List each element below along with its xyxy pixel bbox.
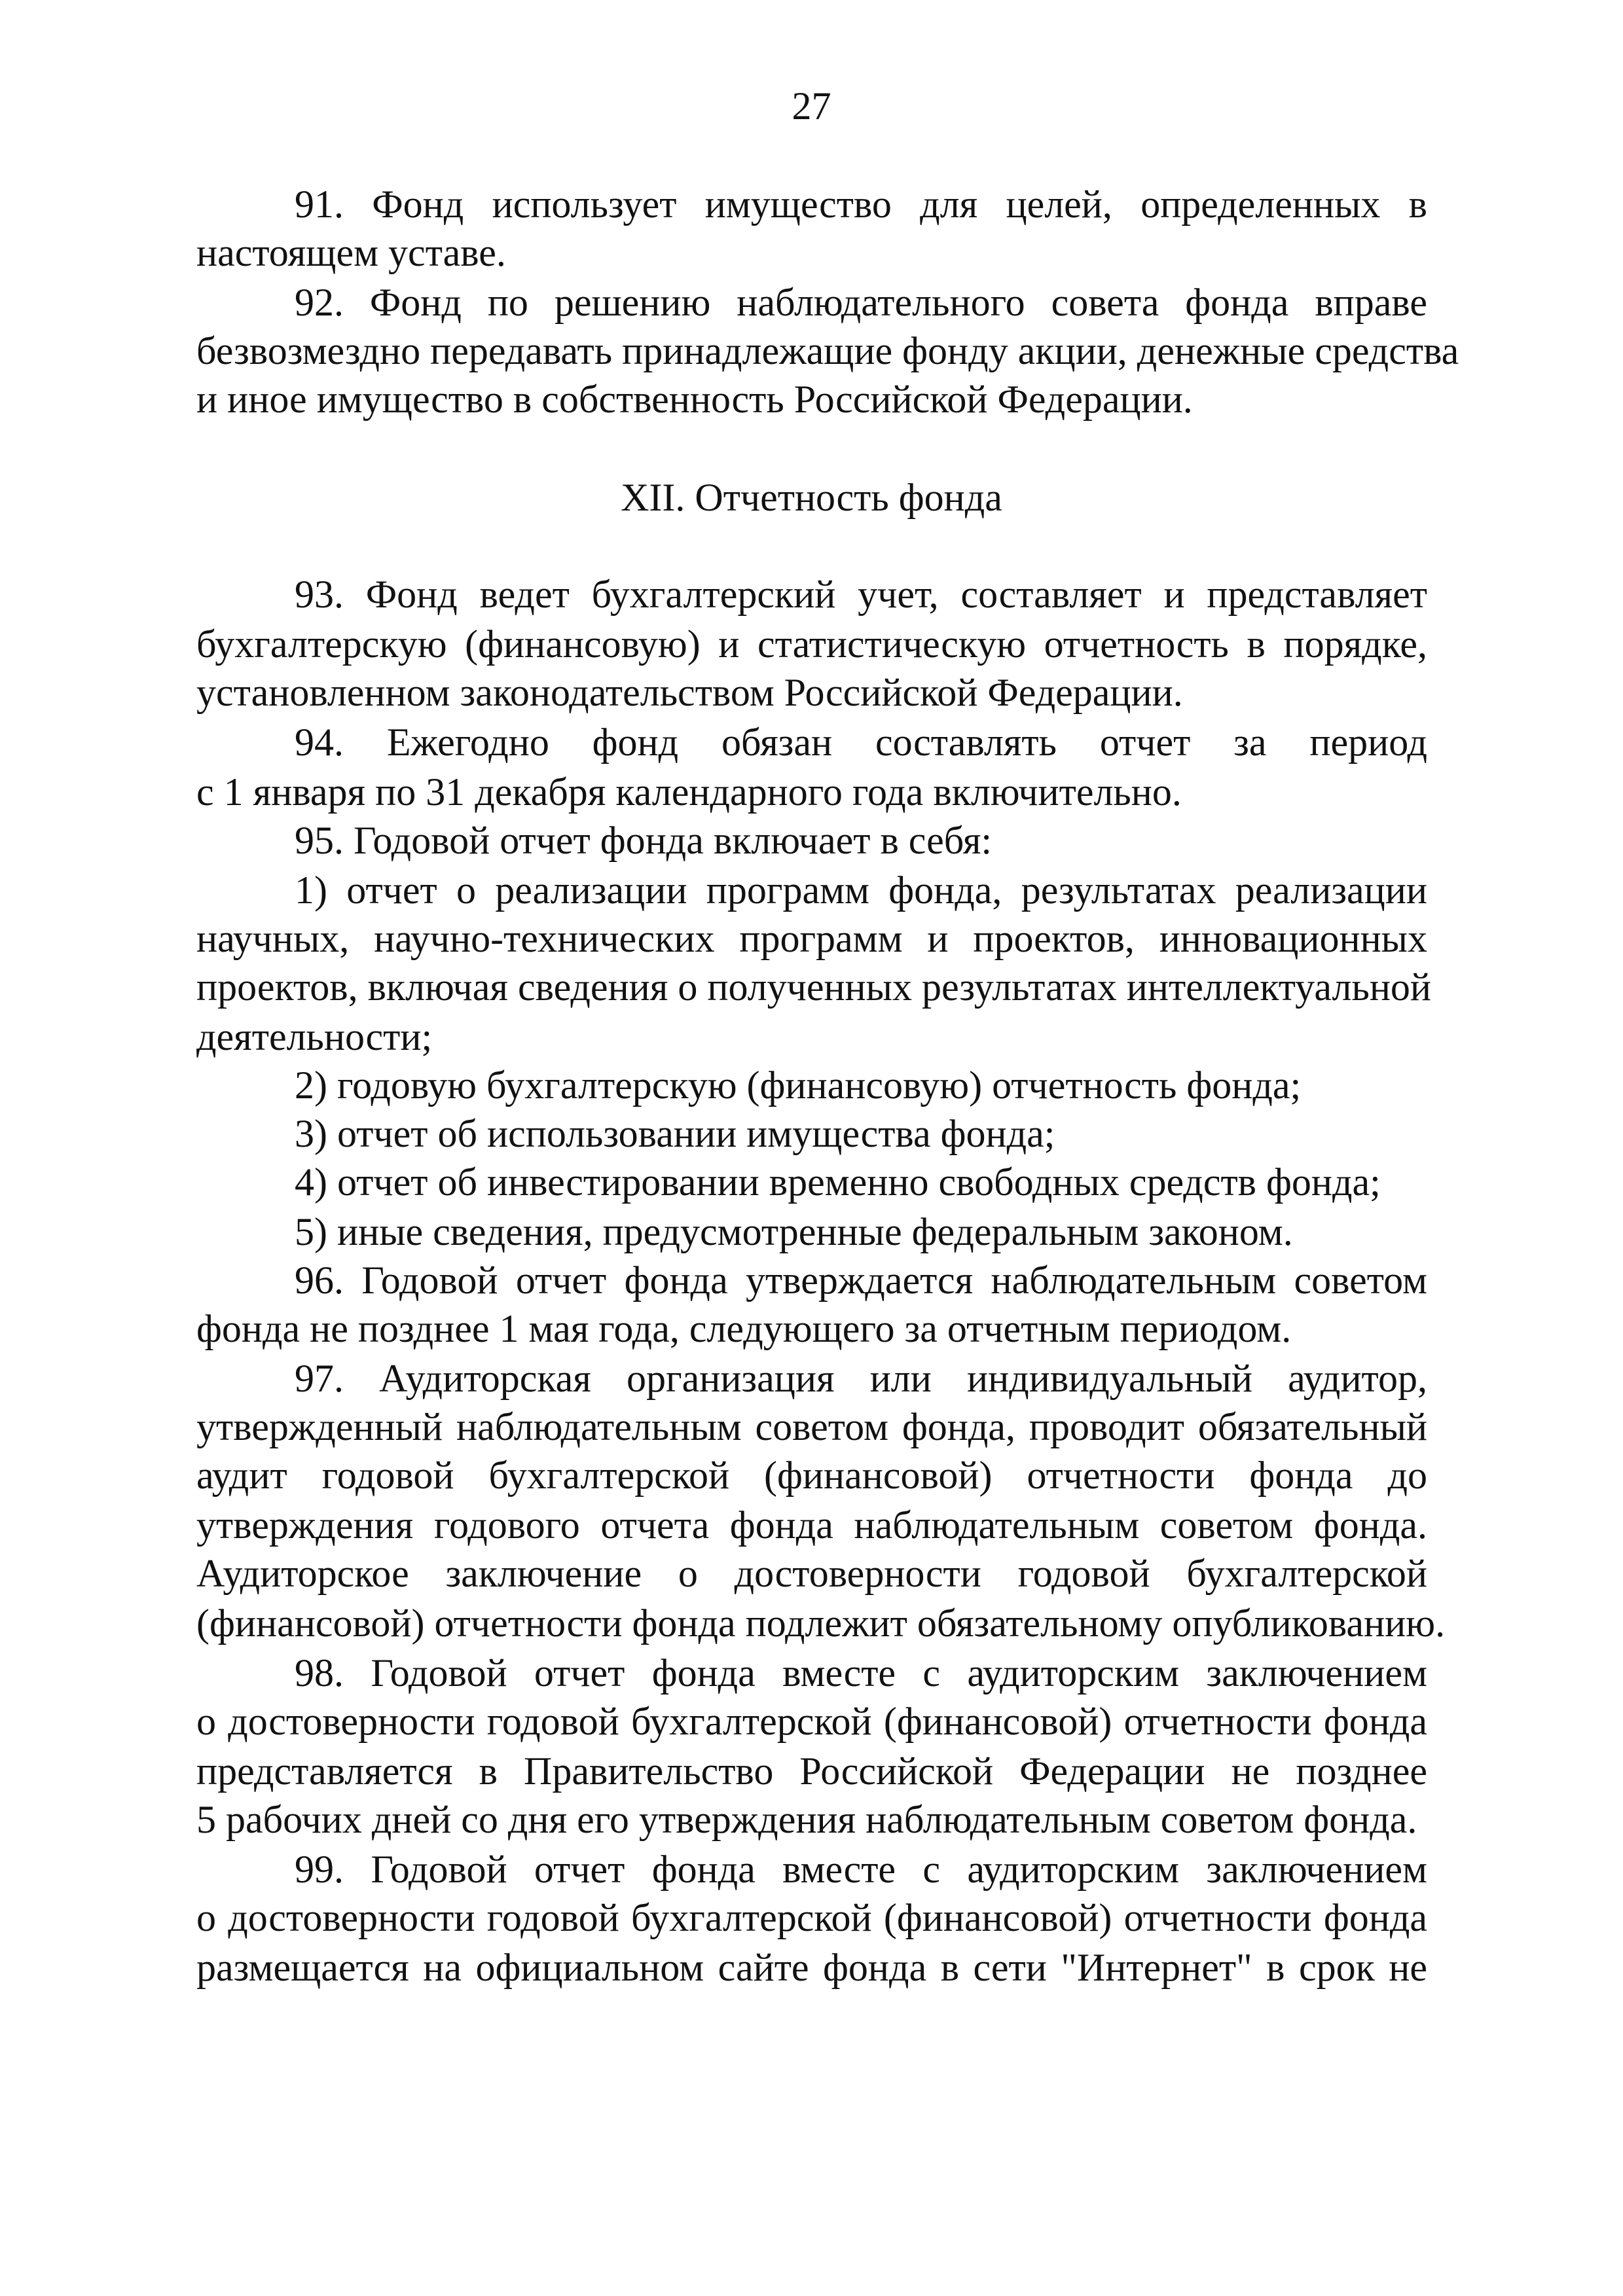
paragraph-97-line-3: аудит годовой бухгалтерской (финансовой) отчетности фонда до — [196, 1454, 1427, 1497]
paragraph-93-line-2: бухгалтерскую (финансовую) и статистическую отчетность в порядке, — [196, 622, 1427, 666]
paragraph-97-line-6: (финансовой) отчетности фонда подлежит обязательному опубликованию. — [196, 1602, 1446, 1645]
paragraph-95-line-1: 95. Годовой отчет фонда включает в себя: — [295, 819, 993, 862]
paragraph-97-line-2: утвержденный наблюдательным советом фонда, проводит обязательный — [196, 1405, 1427, 1448]
paragraph-92-line-3: и иное имущество в собственность Российской Федерации. — [196, 378, 1193, 421]
paragraph-91-line-2: настоящем уставе. — [196, 231, 506, 274]
paragraph-98-line-3: представляется в Правительство Российской Федерации не позднее — [196, 1749, 1427, 1793]
paragraph-99-line-3: размещается на официальном сайте фонда в сети "Интернет" в срок не — [196, 1946, 1427, 1989]
item-1-line-4: деятельности; — [196, 1015, 433, 1058]
item-3-line-1: 3) отчет об использовании имущества фонда; — [295, 1112, 1055, 1155]
paragraph-98-line-2: о достоверности годовой бухгалтерской (финансовой) отчетности фонда — [196, 1700, 1427, 1743]
paragraph-93-line-1: 93. Фонд ведет бухгалтерский учет, составляет и представляет — [295, 573, 1427, 616]
item-1-line-3: проектов, включая сведения о полученных результатах интеллектуальной — [196, 965, 1432, 1009]
paragraph-97-line-4: утверждения годового отчета фонда наблюдательным советом фонда. — [196, 1503, 1427, 1547]
paragraph-92-line-2: безвозмездно передавать принадлежащие фонду акции, денежные средства — [196, 329, 1459, 372]
paragraph-97-line-5: Аудиторское заключение о достоверности годовой бухгалтерской — [196, 1552, 1427, 1595]
section-heading: XII. Отчетность фонда — [621, 476, 1002, 519]
item-1-line-2: научных, научно-технических программ и проектов, инновационных — [196, 917, 1427, 960]
paragraph-96-line-2: фонда не позднее 1 мая года, следующего за отчетным периодом. — [196, 1307, 1292, 1350]
paragraph-98-line-1: 98. Годовой отчет фонда вместе с аудиторским заключением — [295, 1651, 1427, 1695]
paragraph-99-line-2: о достоверности годовой бухгалтерской (финансовой) отчетности фонда — [196, 1896, 1427, 1939]
paragraph-91-line-1: 91. Фонд использует имущество для целей, определенных в — [295, 183, 1427, 226]
paragraph-97-line-1: 97. Аудиторская организация или индивидуальный аудитор, — [295, 1357, 1427, 1400]
item-5-line-1: 5) иные сведения, предусмотренные федеральным законом. — [295, 1210, 1293, 1253]
paragraph-94-line-1: 94. Ежегодно фонд обязан составлять отчет за период — [295, 721, 1427, 764]
item-2-line-1: 2) годовую бухгалтерскую (финансовую) отчетность фонда; — [295, 1064, 1302, 1107]
paragraph-94-line-2: с 1 января по 31 декабря календарного года включительно. — [196, 770, 1182, 814]
item-4-line-1: 4) отчет об инвестировании временно свободных средств фонда; — [295, 1160, 1381, 1204]
paragraph-99-line-1: 99. Годовой отчет фонда вместе с аудиторским заключением — [295, 1848, 1427, 1891]
page-number: 27 — [792, 84, 831, 128]
paragraph-93-line-3: установленном законодательством Российской Федерации. — [196, 671, 1183, 714]
paragraph-98-line-4: 5 рабочих дней со дня его утверждения наблюдательным советом фонда. — [196, 1798, 1417, 1841]
item-1-line-1: 1) отчет о реализации программ фонда, результатах реализации — [295, 869, 1427, 912]
paragraph-96-line-1: 96. Годовой отчет фонда утверждается наблюдательным советом — [295, 1259, 1427, 1302]
paragraph-92-line-1: 92. Фонд по решению наблюдательного совета фонда вправе — [295, 281, 1427, 324]
